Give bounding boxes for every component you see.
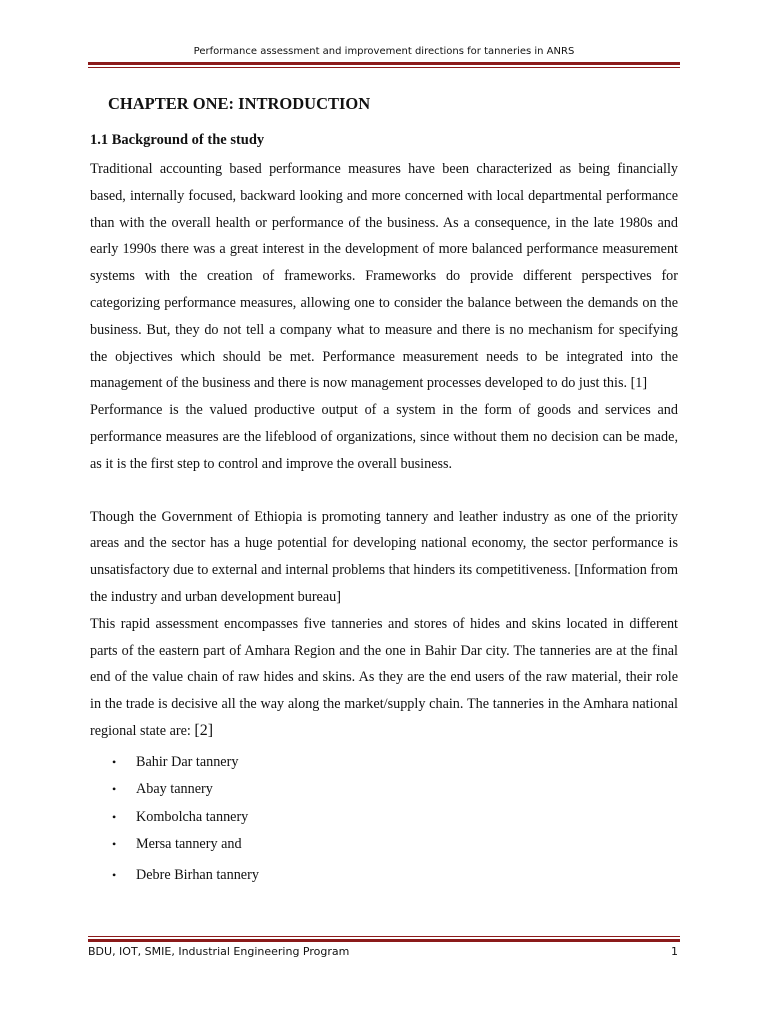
bullet-icon: • bbox=[112, 754, 117, 769]
paragraph-3: Though the Government of Ethiopia is promoting tannery and leather industry as one of the priority areas and the sector has a huge potential for developing national economy, the sector performance is unsatisfactory due to external and internal problems that hinders its competitiveness. [Information from the industry and urban development bureau] bbox=[90, 508, 678, 605]
bullet-icon: • bbox=[112, 809, 117, 824]
running-header: Performance assessment and improvement directions for tanneries in ANRS bbox=[193, 46, 575, 57]
chapter-title: CHAPTER ONE: INTRODUCTION bbox=[108, 94, 371, 113]
footer-program: BDU, IOT, SMIE, Industrial Engineering Program bbox=[88, 945, 350, 958]
paragraph-4 bbox=[90, 611, 678, 745]
list-item: • Debre Birhan tannery bbox=[90, 862, 678, 890]
paragraph-gap bbox=[90, 478, 678, 504]
page-body bbox=[90, 90, 678, 889]
header-rule-thick bbox=[88, 62, 680, 65]
bullet-icon: • bbox=[112, 867, 117, 882]
section-title: 1.1 Background of the study bbox=[90, 132, 265, 148]
list-item: • Kombolcha tannery bbox=[90, 804, 678, 832]
bullet-icon: • bbox=[112, 837, 117, 852]
tannery-list bbox=[90, 749, 678, 890]
paragraph-1: Traditional accounting based performance measures have been characterized as being financially based, internally focused, backward looking and more concerned with local departmental performance than with the overall health or performance of the business. As a consequence, in the late 1980s and early 1990s there was a great interest in the development of more balanced performance measurement systems with the creation of frameworks. Frameworks do provide different perspectives for categorizing performance measures, allowing one to consider the balance between the demands on the business. But, they do not tell a company what to measure and there is no mechanism for specifying the objectives which should be met. Performance measurement needs to be integrated into the management of the business and there is now management processes developed to do just this. [1] bbox=[90, 161, 678, 392]
citation-ref: [2] bbox=[194, 721, 214, 739]
footer-rule-thin bbox=[88, 936, 680, 937]
header-rule-thin bbox=[88, 67, 680, 68]
list-item: • Bahir Dar tannery bbox=[90, 749, 678, 777]
list-item: • Abay tannery bbox=[90, 776, 678, 804]
footer-rule-thick bbox=[88, 939, 680, 942]
paragraph-2: Performance is the valued productive output of a system in the form of goods and services and performance measures are the lifeblood of organizations, since without them no decision can be made, as it is the first step to control and improve the overall business. bbox=[90, 402, 678, 472]
paragraph-4-text: This rapid assessment encompasses five tanneries and stores of hides and skins located in different parts of the eastern part of Amhara Region and the one in Bahir Dar city. The tanneries are at the final end of the value chain of raw hides and skins. As they are the end users of the raw material, their role in the trade is decisive all the way along the market/supply chain. The tanneries in the Amhara national regional state are: bbox=[90, 615, 678, 739]
list-item: • Mersa tannery and bbox=[90, 831, 678, 859]
page-number: 1 bbox=[671, 945, 678, 958]
bullet-icon: • bbox=[112, 782, 117, 797]
